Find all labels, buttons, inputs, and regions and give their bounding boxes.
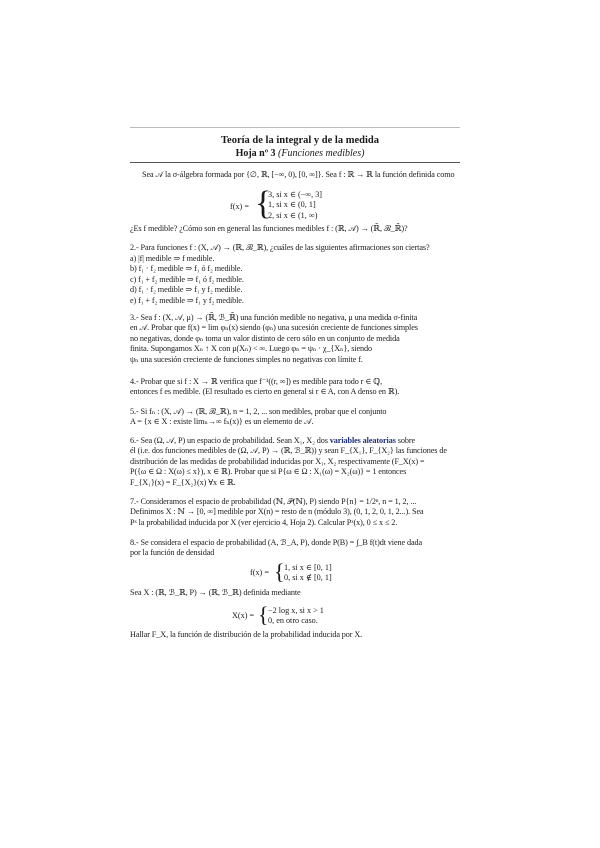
case-line: 1, si x ∈ [0, 1] [284,563,332,572]
exercise-7-line: Definimos X : ℕ → [0, ∞] medible por X(n) = resto de n (módulo 3), (0, 1, 2, 0, 1, 2...). Sea [130,507,424,517]
exercise-2-intro: 2.- Para funciones f : (X, 𝒜) → (ℝ, ℬ_ℝ), ¿cuáles de las siguientes afirmaciones son ciertas? [130,243,430,252]
density-brace: { [274,559,285,584]
exercise-3-line: en 𝒜. Probar que f(x) = lim φₙ(x) siendo (φₙ) una sucesión creciente de funciones simples [130,323,418,333]
exercise-7-line: 7.- Consideramos el espacio de probabilidad (ℕ, 𝒫(ℕ), P) siendo P{n} = 1/2ⁿ, n = 1, 2, ... [130,497,417,506]
exercise-1-intro: Sea 𝒜 la σ-álgebra formada por {∅, ℝ, [−∞, 0), [0, ∞]}. Sea f : ℝ → ℝ la función definida como [142,170,455,179]
exercise-6-line: F_{X₁}(x) = F_{X₂}(x) ∀x ∈ ℝ. [130,477,236,487]
exercise-6-text: 6.- Sea (Ω, 𝒜, P) un espacio de probabilidad. Sean X₁, X₂ dos [130,436,330,445]
case-line: 0, si x ∉ [0, 1] [284,573,332,583]
variable-Xx: X(x) = [232,611,255,620]
header-rule [130,162,460,163]
exercise-2-item: d) f₁ · f₂ medible ⇒ f₁ y f₂ medible. [130,285,243,295]
case-line: 3, si x ∈ (−∞, 3] [268,190,323,199]
exercise-6-line: él (i.e. dos funciones medibles de (Ω, 𝒜, P) → (ℝ, ℬ_ℝ)) y sean F_{X₁}, F_{X₂} las funciones de [130,446,447,456]
case-line: 1, si x ∈ (0, 1] [268,200,316,210]
exercise-8-line: por la función de densidad [130,548,215,558]
exercise-1-question: ¿Es f medible? ¿Cómo son en general las funciones medibles f : (ℝ, 𝒜) → (ℝ̄, ℬ_ℝ̄)? [130,224,408,233]
case-line: 0, en otro caso. [268,616,318,626]
exercise-4-line: 4.- Probar que si f : X → ℝ verifica que f⁻¹((r, ∞]) es medible para todo r ∈ ℚ, [130,377,383,386]
exercise-8-sea: Sea X : (ℝ, ℬ_ℝ, P) → (ℝ, ℬ_ℝ) definida mediante [130,588,301,597]
exercise-1-fx: f(x) = [230,202,249,211]
exercise-1-cases [268,190,322,221]
exercise-4-line: entonces f es medible. (El resultado es cierto en general si r ∈ A, con A denso en ℝ). [130,387,400,397]
exercise-8-intro [130,538,465,559]
density-fx: f(x) = [250,568,269,577]
variable-cases [268,606,324,627]
exercise-3-line: ψₙ una sucesión creciente de funciones simples no negativas con límite f. [130,354,363,364]
exercise-6-line: P({ω ∈ Ω : X(ω) ≤ x}), x ∈ ℝ). Probar que si P{ω ∈ Ω : X₁(ω) = X₂(ω)} = 1 entonces [130,467,407,477]
exercise-6-line [130,436,465,446]
sheet-number: Hoja nº 3 [235,148,276,159]
case-line: −2 log x, si x > 1 [268,606,324,615]
exercise-5-line: 5.- Si fₙ : (X, 𝒜) → (ℝ, ℬ_ℝ), n = 1, 2, ... son medibles, probar que el conjunto [130,407,387,416]
exercise-5 [130,407,465,428]
variable-brace: { [258,602,269,627]
top-rule [130,127,460,128]
sheet-topic: (Funciones medibles) [278,148,365,159]
exercise-7-line: Pˣ la probabilidad inducida por X (ver ejercicio 4, Hoja 2). Calcular Pˣ(x), 0 ≤ x ≤ 2. [130,517,398,527]
exercise-2-item: b) f₁ · f₂ medible ⇒ f₁ ó f₂ medible. [130,264,243,274]
document-subtitle [130,148,470,159]
exercise-8-line: 8.- Se considera el espacio de probabilidad (A, ℬ_A, P), donde P(B) = ∫_B f(t)dt viene dada [130,538,423,547]
density-cases [284,563,332,584]
exercise-6 [130,436,465,488]
exercise-3-line: finita. Supongamos Xₙ ↑ X con μ(Xₙ) < ∞. Luego φₙ = ψₙ · χ_{Xₙ}, siendo [130,344,372,354]
exercise-4 [130,377,465,398]
exercise-3-line: 3.- Sea f : (X, 𝒜, μ) → (ℝ̄, ℬ_ℝ̄) una función medible no negativa, μ una medida σ-finita [130,313,418,322]
exercise-8-final: Hallar F_X, la función de distribución de la probabilidad inducida por X. [130,630,363,639]
exercise-6-line: distribución de las medidas de probabilidad inducidas por X₁, X₂ respectivamente (F_X(x) = [130,456,425,466]
random-variables-link[interactable]: variables aleatorias [329,436,396,445]
exercise-7 [130,497,465,528]
document-title: Teoría de la integral y de la medida [221,135,379,146]
exercise-6-text: sobre [395,436,415,445]
exercise-2-item: a) |f| medible ⇒ f medible. [130,254,215,263]
exercise-2-items [130,254,465,306]
exercise-3-line: no negativas, donde φₙ toma un valor distinto de cero sólo en un conjunto de medida [130,333,400,343]
exercise-3 [130,313,465,365]
exercise-2-item: c) f₁ + f₂ medible ⇒ f₁ ó f₂ medible. [130,274,244,284]
exercise-5-line: A = {x ∈ X : existe limₙ→∞ fₙ(x)} es un elemento de 𝒜. [130,417,314,427]
case-line: 2, si x ∈ (1, ∞) [268,210,318,220]
exercise-1-brace: { [255,185,272,222]
exercise-2-item: e) f₁ + f₂ medible ⇒ f₁ y f₂ medible. [130,295,244,305]
